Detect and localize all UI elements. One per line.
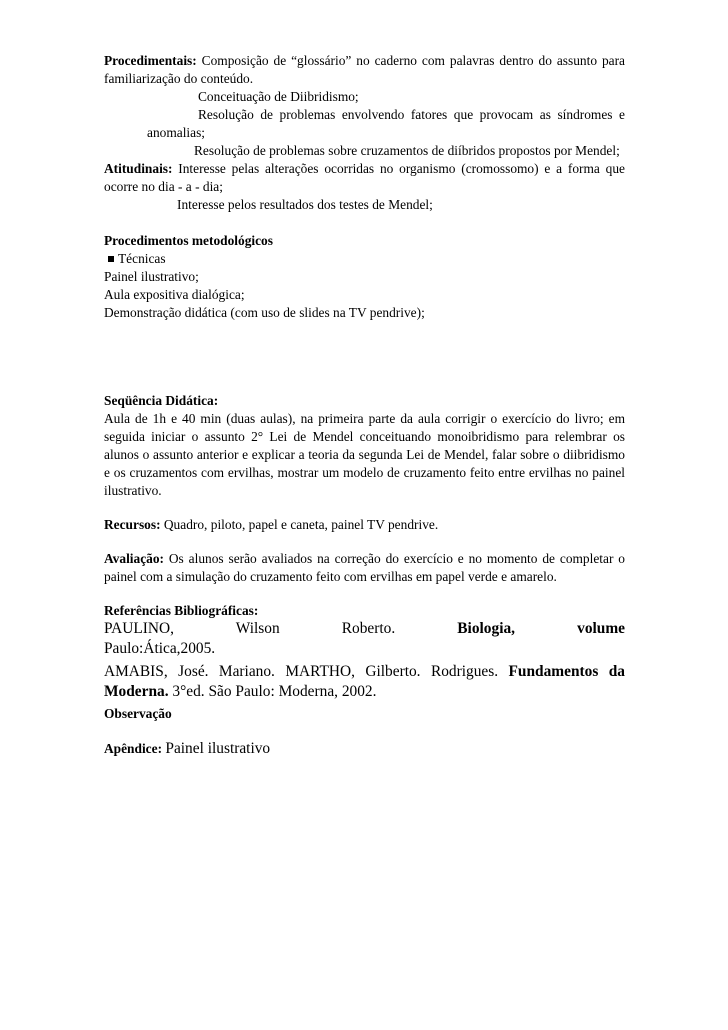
ref-1-line-2: Paulo:Ática,2005. [104, 640, 216, 657]
ref-1-author: PAULINO, Wilson Roberto. [104, 620, 396, 637]
procedimentais-item-2-line-1 [198, 106, 625, 124]
sequencia-line-5: ilustrativo. [104, 483, 162, 498]
recursos-label: Recursos: [104, 517, 161, 532]
apendice-text: Painel ilustrativo [165, 740, 271, 757]
procedimentais-text-1: Composição de “glossário” no caderno com palavras dentro do assunto para [201, 53, 625, 68]
apendice-line [104, 739, 625, 759]
referencias-heading [104, 602, 625, 620]
sequencia-line-1 [104, 410, 625, 428]
atitudinais-item-1: Interesse pelos resultados dos testes de Mendel; [177, 197, 433, 212]
sequencia-heading-text: Seqüência Didática: [104, 393, 219, 408]
metodologicos-item-1: Painel ilustrativo; [104, 269, 199, 284]
recursos-line [104, 516, 625, 534]
procedimentais-line-2: familiarização do conteúdo. [104, 71, 254, 86]
metodologicos-bullet-row [104, 250, 625, 268]
observacao-heading [104, 705, 625, 723]
ref-2-edition: 3°ed. São Paulo: Moderna, 2002. [172, 683, 377, 700]
metodologicos-item-3: Demonstração didática (com uso de slides na TV pendrive); [104, 305, 425, 320]
recursos-text: Quadro, piloto, papel e caneta, painel TV pendrive. [163, 517, 439, 532]
ref-2-title-1: Fundamentos da [508, 663, 625, 680]
sequencia-heading [104, 392, 625, 410]
metodologicos-heading [104, 232, 625, 250]
ref-2-line-2 [104, 682, 625, 702]
atitudinais-label: Atitudinais: [104, 161, 173, 176]
metodologicos-bullet-label: Técnicas [118, 251, 166, 266]
avaliacao-text-1: Os alunos serão avaliados na correção do exercício e no momento de completar o [168, 551, 625, 566]
sequencia-text-3: alunos o assunto anterior e explicar a teoria da segunda Lei de Mendel, falar sobre o diibridismo [104, 447, 625, 462]
atitudinais-line-2: ocorre no dia - a - dia; [104, 179, 223, 194]
avaliacao-line-2: painel com a simulação do cruzamento feito com ervilhas em papel verde e amarelo. [104, 569, 557, 584]
procedimentais-item-2-text: Resolução de problemas envolvendo fatores que provocam as síndromes e [198, 107, 625, 122]
sequencia-text-4: e os cruzamentos com ervilhas, mostrar um modelo de cruzamento feito entre ervilhas no painel [104, 465, 625, 480]
procedimentais-line-1 [104, 52, 625, 70]
observacao-label: Observação [104, 706, 172, 721]
apendice-label: Apêndice: [104, 741, 163, 756]
sequencia-line-4 [104, 464, 625, 482]
metodologicos-heading-text: Procedimentos metodológicos [104, 233, 273, 248]
square-bullet-icon [108, 256, 114, 262]
avaliacao-label: Avaliação: [104, 551, 164, 566]
referencias-heading-text: Referências Bibliográficas: [104, 603, 259, 618]
ref-2-author: AMABIS, José. Mariano. MARTHO, Gilberto. Rodrigues. [104, 663, 499, 680]
ref-1-line-1 [104, 619, 625, 639]
sequencia-text-2: seguida iniciar o assunto 2° Lei de Mendel conceituando monoibridismo para relembrar os [104, 429, 625, 444]
avaliacao-line-1 [104, 550, 625, 568]
atitudinais-text-1: Interesse pelas alterações ocorridas no organismo (cromossomo) e a forma que [178, 161, 625, 176]
ref-2-line-1 [104, 662, 625, 682]
sequencia-line-3 [104, 446, 625, 464]
ref-2-title-2: Moderna. [104, 683, 169, 700]
metodologicos-item-2: Aula expositiva dialógica; [104, 287, 245, 302]
procedimentais-item-1: Conceituação de Diibridismo; [198, 89, 359, 104]
atitudinais-line-1 [104, 160, 625, 178]
procedimentais-item-3: Resolução de problemas sobre cruzamentos de diíbridos propostos por Mendel; [194, 143, 620, 158]
sequencia-line-2 [104, 428, 625, 446]
procedimentais-item-2-line-2: anomalias; [147, 125, 206, 140]
ref-1-title: Biologia, volume [457, 620, 625, 637]
sequencia-text-1: Aula de 1h e 40 min (duas aulas), na primeira parte da aula corrigir o exercício do livro; em [104, 411, 625, 426]
procedimentais-label: Procedimentais: [104, 53, 197, 68]
